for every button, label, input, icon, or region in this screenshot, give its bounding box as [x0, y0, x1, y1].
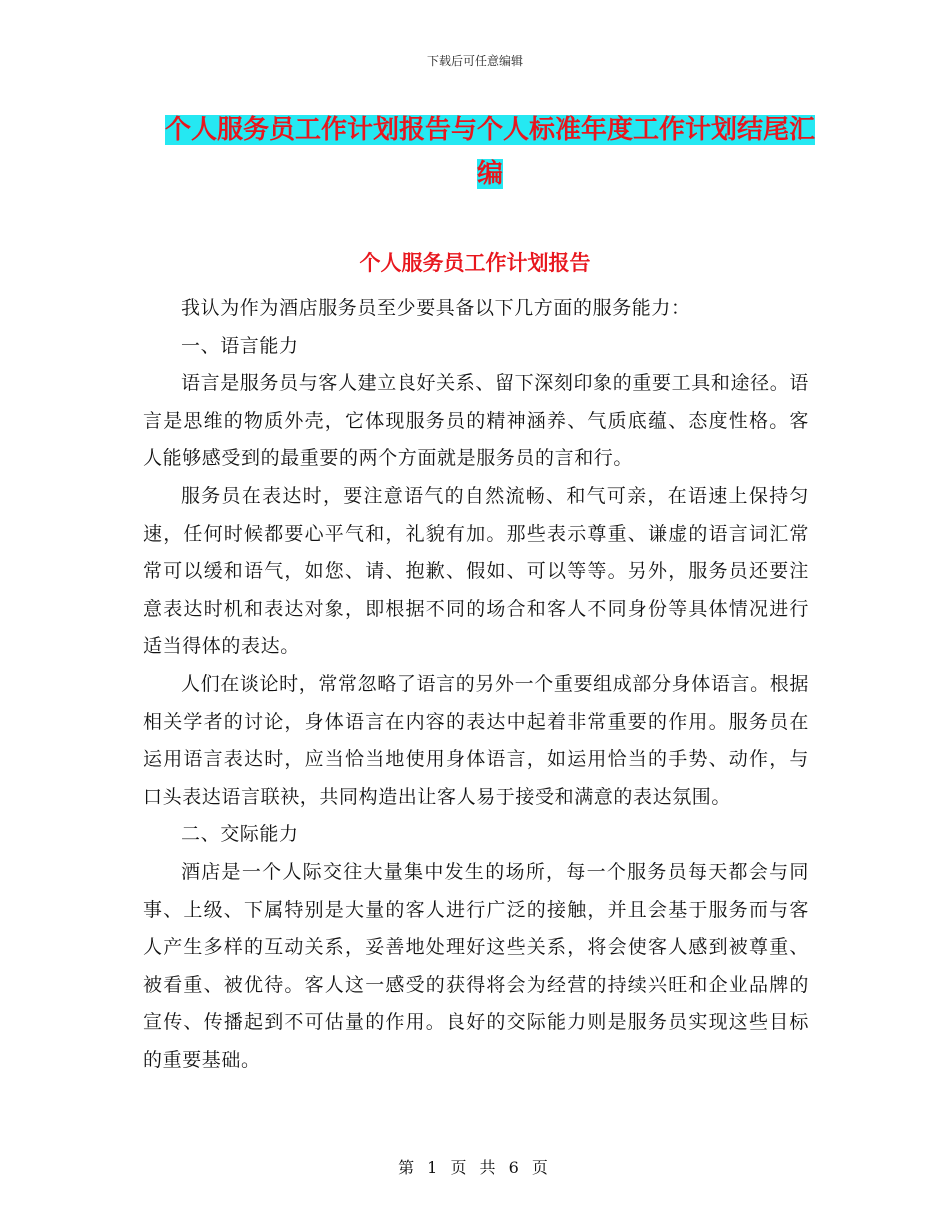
heading-communication-ability: 二、交际能力 [181, 823, 299, 846]
page-number: 第 1 页 共 6 页 [398, 1158, 552, 1177]
paragraph-language-3: 人们在谈论时，常常忽略了语言的另外一个重要组成部分身体语言。根据相关学者的讨论，身体语言在内容的表达中起着非常重要的作用。服务员在运用语言表达时，应当恰当地使用身体语言，如运用恰当的手势、动作，与口头表达语言联袂，共同构造出让客人易于接受和满意的表达氛围。 [143, 672, 809, 808]
paragraph-intro: 我认为作为酒店服务员至少要具备以下几方面的服务能力： [181, 297, 691, 319]
document-body [143, 290, 809, 1079]
paragraph-communication-1: 酒店是一个人际交往大量集中发生的场所，每一个服务员每天都会与同事、上级、下属特别是大量的客人进行广泛的接触，并且会基于服务而与客人产生多样的互动关系，妥善地处理好这些关系，将会使客人感到被尊重、被看重、被优待。客人这一感受的获得将会为经营的持续兴旺和企业品牌的宣传、传播起到不可估量的作用。良好的交际能力则是服务员实现这些目标的重要基础。 [143, 860, 809, 1071]
section-title: 个人服务员工作计划报告 [359, 251, 591, 275]
paragraph-language-2: 服务员在表达时，要注意语气的自然流畅、和气可亲，在语速上保持匀速，任何时候都要心平气和，礼貌有加。那些表示尊重、谦虚的语言词汇常常可以缓和语气，如您、请、抱歉、假如、可以等等。另外，服务员还要注意表达时机和表达对象，即根据不同的场合和客人不同身份等具体情况进行适当得体的表达。 [143, 484, 809, 658]
document-title [160, 108, 820, 196]
document-title-text: 个人服务员工作计划报告与个人标准年度工作计划结尾汇编 [164, 115, 815, 189]
header-note: 下载后可任意编辑 [426, 54, 523, 68]
paragraph-language-1: 语言是服务员与客人建立良好关系、留下深刻印象的重要工具和途径。语言是思维的物质外壳，它体现服务员的精神涵养、气质底蕴、态度性格。客人能够感受到的最重要的两个方面就是服务员的言和行。 [143, 372, 809, 470]
heading-language-ability: 一、语言能力 [181, 334, 299, 357]
